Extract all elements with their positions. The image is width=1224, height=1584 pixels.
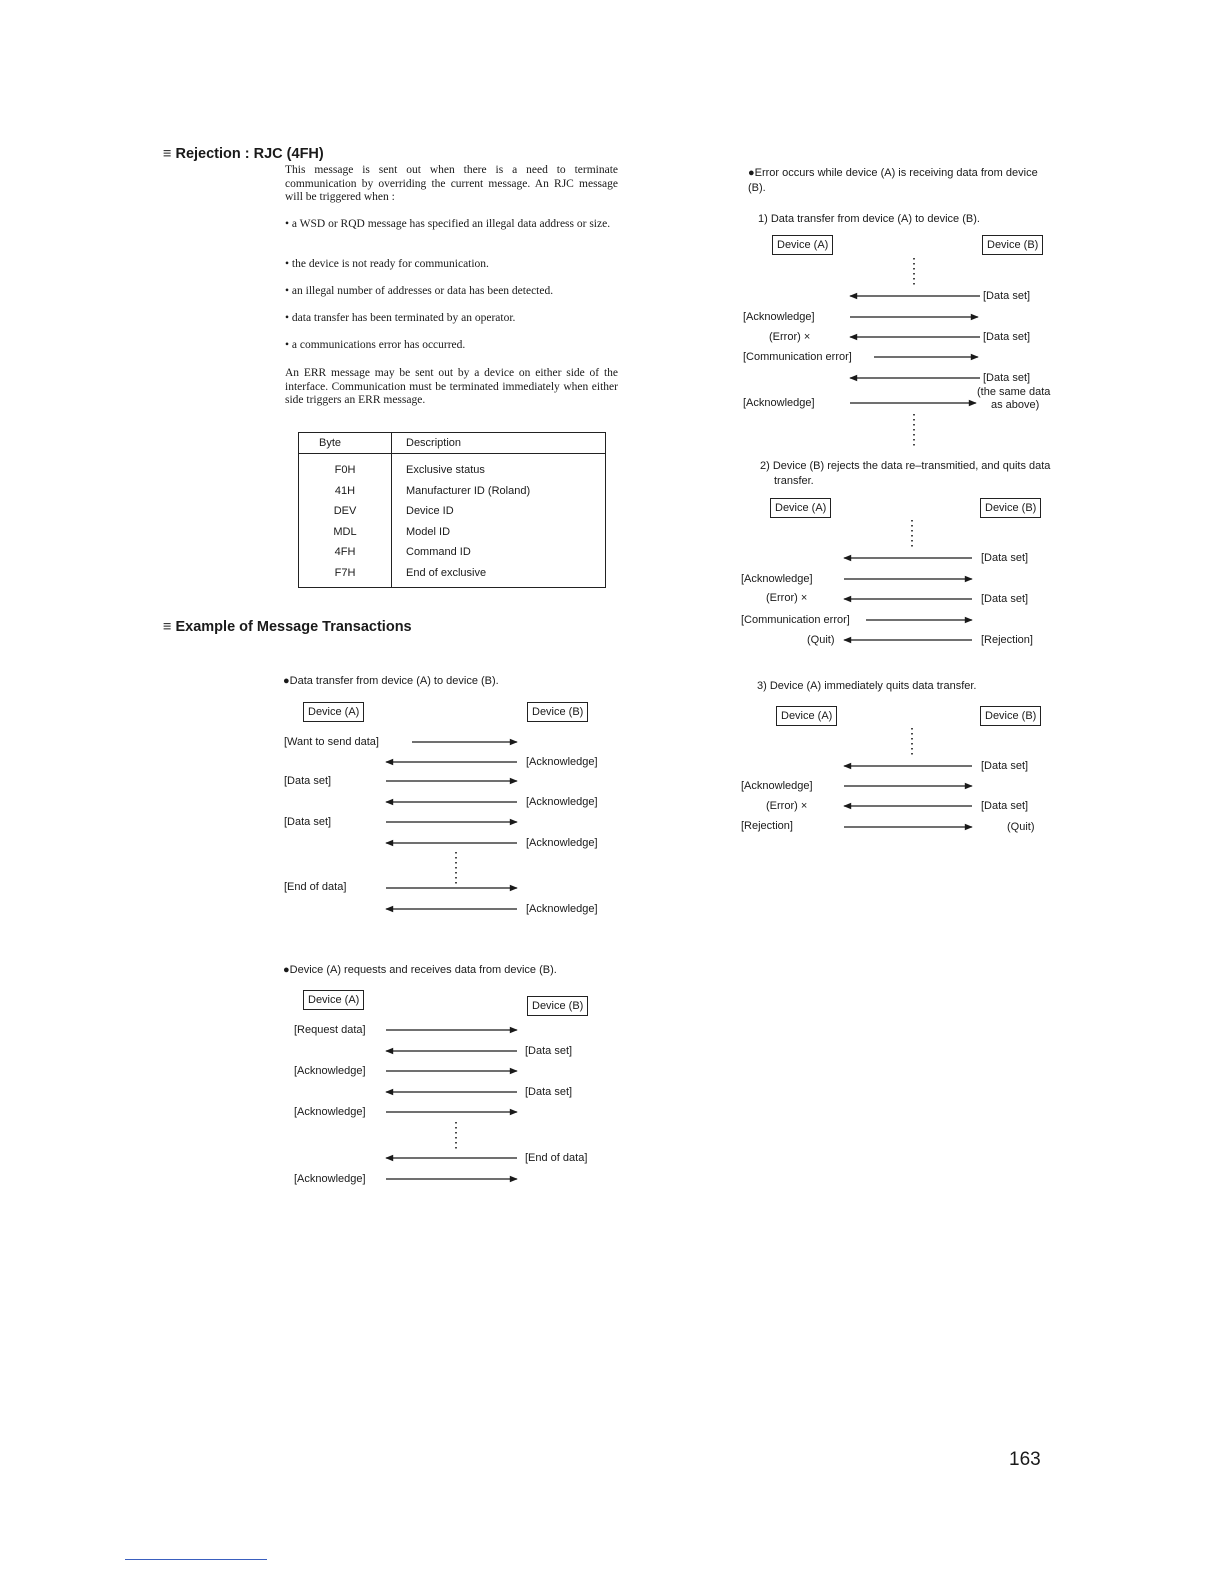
- ex1-label-ack-2: [Acknowledge]: [526, 796, 598, 808]
- s1-device-b-box: Device (B): [982, 235, 1043, 255]
- s3-label-data-set-1: [Data set]: [981, 760, 1029, 772]
- table-cell-byte: MDL: [299, 522, 392, 543]
- ex2-label-data-set-1: [Data set]: [525, 1045, 573, 1057]
- ex1-label-end-of-data: [End of data]: [284, 881, 347, 893]
- s2-label-comm-error: [Communication error]: [741, 614, 850, 626]
- bullet-not-ready: • the device is not ready for communication.: [285, 258, 489, 270]
- examples-heading: ≡ Example of Message Transactions: [163, 619, 412, 635]
- s2-label-data-set-1: [Data set]: [981, 552, 1029, 564]
- ex2-label-ack-3: [Acknowledge]: [294, 1173, 366, 1185]
- ex1-device-b-box: Device (B): [527, 702, 588, 722]
- ex2-label-end-of-data: [End of data]: [525, 1152, 588, 1164]
- ex2-title: ●Device (A) requests and receives data from device (B).: [283, 964, 557, 976]
- page-number: 163: [1009, 1449, 1041, 1470]
- table-cell-byte: 4FH: [299, 542, 392, 563]
- s2-label-quit: (Quit): [807, 634, 835, 646]
- table-cell-description: Manufacturer ID (Roland): [406, 484, 531, 497]
- ex1-label-want-send: [Want to send data]: [284, 736, 379, 748]
- s1-label-ack-1: [Acknowledge]: [743, 311, 815, 323]
- s2-label-error: (Error) ×: [766, 592, 808, 604]
- s2-label-rejection: [Rejection]: [981, 634, 1033, 646]
- ex2-label-data-set-2: [Data set]: [525, 1086, 573, 1098]
- s3-device-b-box: Device (B): [980, 706, 1041, 726]
- ex1-title: ●Data transfer from device (A) to device (B).: [283, 675, 499, 687]
- err-note: An ERR message may be sent out by a device on either side of the interface. Communication must be terminated immediately when either side triggers an ERR message.: [285, 367, 618, 407]
- s1-label-as-above: as above): [991, 399, 1040, 411]
- s3-title: 3) Device (A) immediately quits data transfer.: [757, 680, 977, 692]
- s1-label-error: (Error) ×: [769, 331, 811, 343]
- footer-rule: [125, 1559, 267, 1560]
- s2-device-b-box: Device (B): [980, 498, 1041, 518]
- bullet-terminated: • data transfer has been terminated by an operator.: [285, 312, 516, 324]
- ex2-label-ack-1: [Acknowledge]: [294, 1065, 366, 1077]
- table-cell-description: Exclusive status: [406, 464, 485, 477]
- ex2-device-b-box: Device (B): [527, 996, 588, 1016]
- s1-label-data-set-2: [Data set]: [983, 331, 1031, 343]
- bullet-illegal-number: • an illegal number of addresses or data has been detected.: [285, 285, 554, 297]
- s1-label-comm-error: [Communication error]: [743, 351, 852, 363]
- rejection-heading: ≡ Rejection : RJC (4FH): [163, 146, 324, 162]
- ex1-label-data-set-1: [Data set]: [284, 775, 332, 787]
- s2-label-data-set-2: [Data set]: [981, 593, 1029, 605]
- ex2-device-a-box: Device (A): [303, 990, 364, 1010]
- s1-label-ack-2: [Acknowledge]: [743, 397, 815, 409]
- ex1-label-data-set-2: [Data set]: [284, 816, 332, 828]
- s3-device-a-box: Device (A): [776, 706, 837, 726]
- ex1-label-ack-1: [Acknowledge]: [526, 756, 598, 768]
- s1-title: 1) Data transfer from device (A) to device (B).: [758, 213, 980, 225]
- ex1-label-ack-4: [Acknowledge]: [526, 903, 598, 915]
- table-cell-byte: F0H: [299, 454, 392, 481]
- ex1-label-ack-3: [Acknowledge]: [526, 837, 598, 849]
- ex2-label-ack-2: [Acknowledge]: [294, 1106, 366, 1118]
- table-cell-byte: 41H: [299, 481, 392, 502]
- rejection-intro: This message is sent out when there is a need to terminate communication by overriding the current message. An RJC message will be triggered when :: [285, 164, 618, 204]
- table-cell-byte: DEV: [299, 501, 392, 522]
- bullet-comm-error: • a communications error has occurred.: [285, 339, 466, 351]
- table-header-description: Description: [392, 433, 606, 454]
- s3-label-rejection: [Rejection]: [741, 820, 793, 832]
- ex2-label-request-data: [Request data]: [294, 1024, 366, 1036]
- s2-label-ack: [Acknowledge]: [741, 573, 813, 585]
- s1-label-same-data: (the same data: [977, 386, 1051, 398]
- table-cell-description: Device ID: [406, 505, 454, 518]
- s1-label-data-set-1: [Data set]: [983, 290, 1031, 302]
- s3-label-error: (Error) ×: [766, 800, 808, 812]
- s3-label-ack: [Acknowledge]: [741, 780, 813, 792]
- table-cell-description: Command ID: [406, 546, 471, 559]
- ex1-device-a-box: Device (A): [303, 702, 364, 722]
- table-header-byte: Byte: [299, 433, 392, 454]
- s3-label-data-set-2: [Data set]: [981, 800, 1029, 812]
- s2-device-a-box: Device (A): [770, 498, 831, 518]
- s2-title: 2) Device (B) rejects the data re–transmitied, and quits data transfer.: [760, 460, 1051, 487]
- s1-label-data-set-3: [Data set]: [983, 372, 1031, 384]
- s1-device-a-box: Device (A): [772, 235, 833, 255]
- table-cell-byte: F7H: [299, 563, 392, 588]
- table-cell-description: End of exclusive: [406, 566, 487, 579]
- error-case-title: ●Error occurs while device (A) is receiving data from device (B).: [748, 167, 1038, 194]
- bullet-illegal-address: • a WSD or RQD message has specified an illegal data address or size.: [285, 218, 611, 230]
- s3-label-quit: (Quit): [1007, 821, 1035, 833]
- table-cell-description: Model ID: [406, 525, 451, 538]
